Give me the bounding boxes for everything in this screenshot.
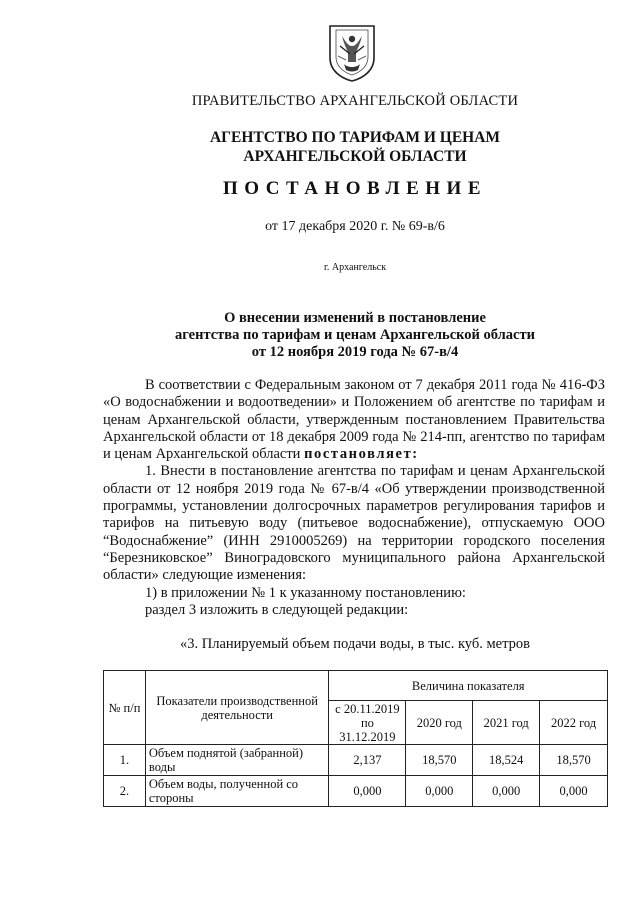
coat-of-arms-emblem [326,24,378,82]
header-period: 2022 год [540,701,608,745]
table-row [104,745,608,776]
agency-name [120,128,590,166]
row-value: 18,570 [406,745,473,776]
subject-line-3: от 12 ноября 2019 года № 67-в/4 [251,344,459,360]
row-value: 2,137 [329,745,406,776]
row-value: 0,000 [329,776,406,807]
section-3-heading: «3. Планируемый объем подачи воды, в тыс. куб. метров [180,636,530,652]
document-date-number: от 17 декабря 2020 г. № 69-в/6 [265,219,445,234]
header-number: № п/п [104,671,146,745]
header-period: 2020 год [406,701,473,745]
row-value: 0,000 [406,776,473,807]
header-value-group: Величина показателя [329,671,608,701]
header-period: с 20.11.2019 по 31.12.2019 [329,701,406,745]
water-volume-table [103,670,608,807]
table-row [104,776,608,807]
row-value: 18,570 [540,745,608,776]
clause-1-paragraph: 1. Внести в постановление агентства по тарифам и ценам Архангельской области от 12 ноября 2019 года № 67-в/4 «Об утверждении производственной программы, установлении долгосрочных параметров регулирования тарифов и тарифов на питьевую воду (питьевое водоснабжение), отпускаемую ООО “Водоснабжение” (ИНН 2910005269) на территории городского поселения “Березниковское” Виноградовского муниципального района Архангельской области» следующие изменения: [103,463,605,584]
header-period: 2021 год [473,701,540,745]
section-instruction-paragraph: раздел 3 изложить в следующей редакции: [145,601,409,618]
document-type: ПОСТАНОВЛЕНИЕ [222,178,488,199]
document-city: г. Архангельск [323,262,387,273]
row-value: 0,000 [473,776,540,807]
subject-line-1: О внесении изменений в постановление [224,310,486,326]
subclause-1-paragraph: 1) в приложении № 1 к указанному постановлению: [145,584,466,601]
agency-line-1: АГЕНТСТВО ПО ТАРИФАМ И ЦЕНАМ [209,129,501,146]
header-indicator: Показатели производственной деятельности [145,671,329,745]
resolves-word: постановляет: [304,446,419,463]
subject-line-2: агентства по тарифам и ценам Архангельской области [175,327,535,343]
government-name: ПРАВИТЕЛЬСТВО АРХАНГЕЛЬСКОЙ ОБЛАСТИ [191,93,519,109]
row-number: 1. [104,745,146,776]
agency-line-2: АРХАНГЕЛЬСКОЙ ОБЛАСТИ [243,148,467,165]
row-indicator: Объем воды, полученной со стороны [145,776,329,807]
document-body [103,377,605,619]
preamble-paragraph [103,377,605,463]
row-value: 0,000 [540,776,608,807]
row-indicator: Объем поднятой (забранной) воды [145,745,329,776]
preamble-text: В соответствии с Федеральным законом от 7 декабря 2011 года № 416-ФЗ «О водоснабжении и водоотведении» и Положением об агентстве по тарифам и ценам Архангельской области, утвержденным постановлением Правительства Архангельской области от 18 декабря 2009 года № 214-пп, агентство по тарифам и ценам Архангельской области [103,377,605,463]
document-subject [110,310,600,361]
row-value: 18,524 [473,745,540,776]
row-number: 2. [104,776,146,807]
